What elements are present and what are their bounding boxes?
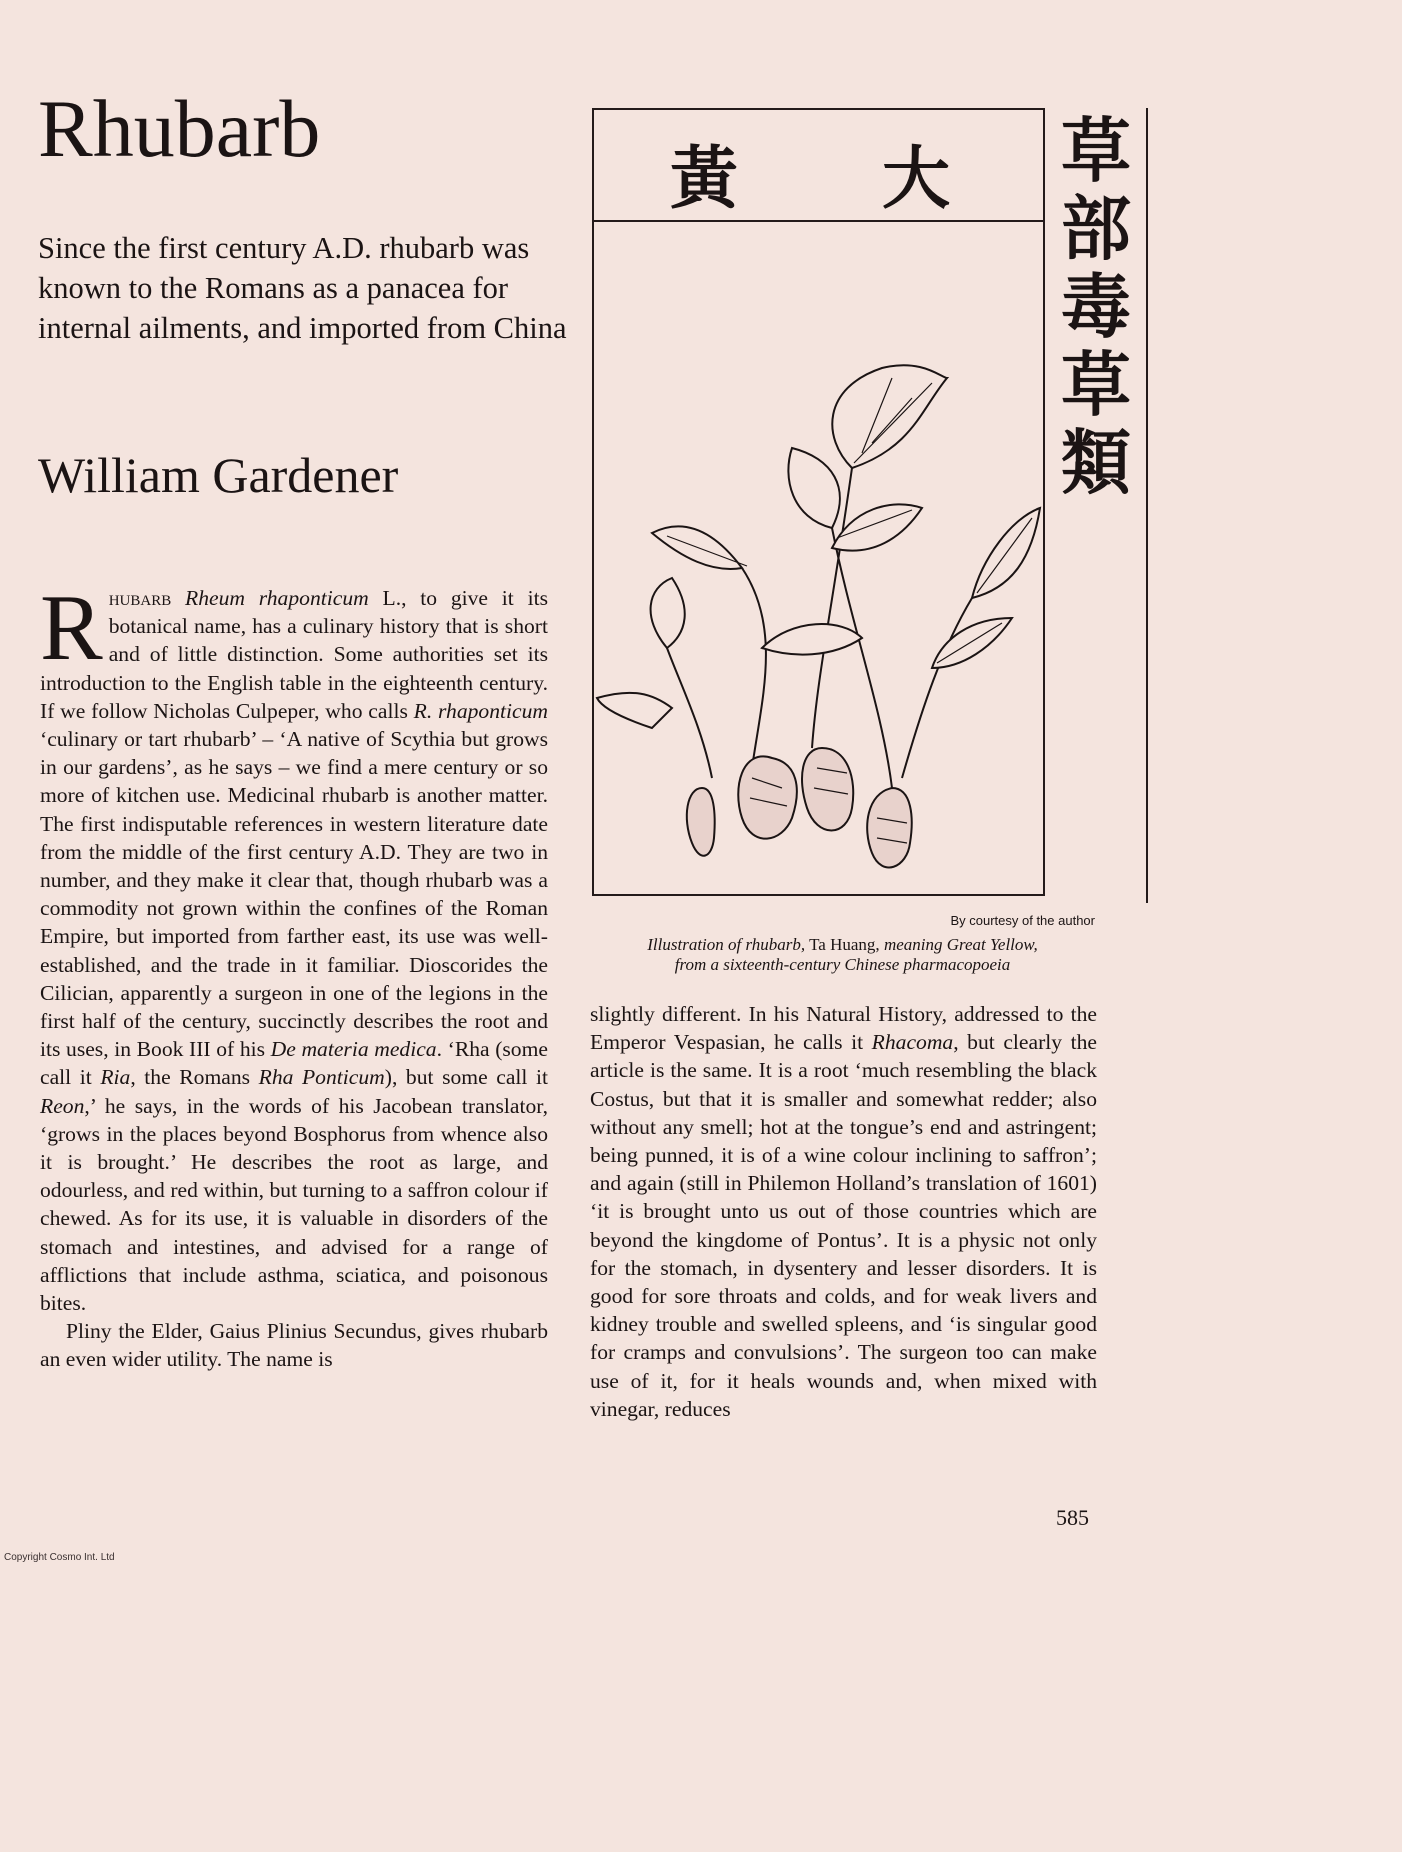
smallcaps-lead: hubarb [108, 586, 172, 610]
header-divider [592, 220, 1045, 222]
plant-stem [832, 528, 892, 788]
text-run: . ‘Rha (some call it [40, 1037, 548, 1090]
vertical-char: 毒 [1061, 266, 1131, 348]
rhubarb-illustration [592, 108, 1148, 898]
italic-run: Ria [100, 1065, 131, 1090]
plant-leaf [762, 624, 862, 655]
vertical-chinese-label [1054, 112, 1138, 502]
body-column-right [590, 1000, 1097, 1423]
text-run: ,’ he says, in the words of his Jacobean translator, ‘grows in the places beyond Bosphorus from whence also it is brought.’ He describes the root as large, and odourless, and red within, but turning to a saffron colour if chewed. As for its use, it is valuable in disorders of the stomach and intestines, and advised for a range of afflictions that include asthma, sciatica, and poisonous bites. [40, 1093, 548, 1316]
italic-run: Rhacoma [871, 1030, 954, 1055]
plant-root [867, 788, 912, 867]
vertical-char: 草 [1061, 110, 1131, 192]
plant-root [687, 788, 715, 856]
chinese-char-da: 大 [882, 140, 951, 219]
caption-italic: meaning Great Yellow, [883, 935, 1038, 954]
text-run [171, 586, 185, 610]
article-subtitle: Since the first century A.D. rhubarb was known to the Romans as a panacea for internal ailments, and imported from China [38, 231, 567, 345]
plant-root [802, 748, 853, 831]
paragraph-3 [590, 1000, 1097, 1423]
plant-leaf [597, 693, 672, 728]
italic-run: Rheum rhaponticum [185, 586, 369, 610]
article-title: Rhubarb [38, 83, 321, 174]
text-run: , the Romans [130, 1065, 259, 1090]
plant-leaf [651, 578, 685, 648]
plant-stem [742, 568, 766, 768]
text-run: ‘culinary or tart rhubarb’ – ‘A native of Scythia but grows in our gardens’, as he says – we find a mere century or so more of kitchen use. Medicinal rhubarb is another matter. The first indisputable references in western literature date from the middle of the first century A.D. They are two in number, and they make it clear that, though rhubarb was a commodity not grown within the confines of the Roman Empire, but imported from farther east, its use was well-established, and the trade in it familiar. Dioscorides the Cilician, apparently a surgeon in one of the legions in the first half of the century, succinctly describes the root and its uses, in Book III of his [40, 727, 548, 1062]
plant-leaf [932, 618, 1012, 668]
chinese-char-huang: 黃 [670, 140, 739, 219]
text-run: slightly different. In his Natural History, addressed to the Emperor Vespasian, he calls it [590, 1002, 1097, 1055]
vertical-char: 類 [1061, 422, 1131, 504]
italic-run: R. rhaponticum [413, 698, 548, 723]
paragraph-2: Pliny the Elder, Gaius Plinius Secundus, gives rhubarb an even wider utility. The name is [40, 1319, 548, 1372]
vertical-char: 草 [1061, 344, 1131, 426]
article-author: William Gardener [38, 447, 399, 503]
italic-run: Rha Ponticum [258, 1065, 385, 1090]
text-run: L., to give it its botanical name, has a culinary history that is short and of little distinction. Some authorities set its introduction to the English table in the eighteenth century. If we follow Nicholas Culpeper, who calls [40, 586, 548, 723]
rhubarb-plant-drawing [592, 348, 1045, 888]
caption-roman: Ta Huang, [805, 935, 884, 954]
copyright-notice: Copyright Cosmo Int. Ltd [4, 1552, 115, 1563]
plant-root [738, 756, 797, 838]
illustration-header [592, 118, 1045, 218]
caption-italic: Illustration of rhubarb, [647, 935, 806, 954]
text-run: , but clearly the article is the same. It is a root ‘much resembling the black Costus, but that it is smaller and somewhat redder; also without any smell; hot at the tongue’s end and astringent; being punned, it is of a wine colour inclining to saffron’; and again (still in Philemon Holland’s translation of 1601) ‘it is brought unto us out of those countries which are beyond the kingdome of Pontus’. It is a physic not only for the stomach, in dysentery and lesser disorders. It is good for sore throats and colds, and for weak livers and kidney trouble and swelled spleens, and ‘is singular good for cramps and convulsions’. The surgeon too can make use of it, for it heals wounds and, when mixed with vinegar, reduces [590, 1030, 1098, 1421]
body-column-left [40, 576, 548, 1374]
text-run: ), but some call it [384, 1065, 548, 1090]
plant-stem [667, 648, 712, 778]
italic-run: Reon [40, 1093, 85, 1118]
page-number: 585 [1056, 1505, 1089, 1530]
vertical-char: 部 [1061, 188, 1131, 270]
italic-run: De materia medica [270, 1037, 437, 1062]
plant-leaf [832, 365, 947, 468]
plant-stem [902, 598, 972, 778]
illustration-right-rule [1146, 108, 1148, 903]
figure-caption [590, 935, 1095, 975]
drop-cap: R [40, 576, 103, 680]
paragraph-1 [40, 576, 548, 1317]
plant-leaf [788, 448, 839, 528]
image-credit: By courtesy of the author [950, 913, 1095, 928]
caption-italic: from a sixteenth-century Chinese pharmacopoeia [674, 955, 1011, 974]
